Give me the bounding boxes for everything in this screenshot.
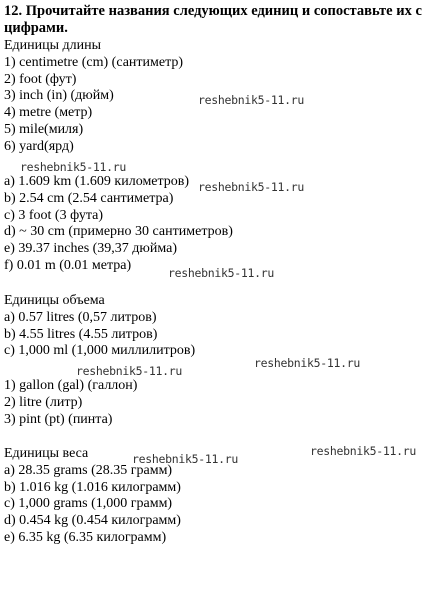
length-value-item: a) 1.609 km (1.609 километров) <box>4 174 190 189</box>
watermark: reshebnik5-11.ru <box>168 266 274 280</box>
length-value-item: f) 0.01 m (0.01 метра) <box>4 257 132 273</box>
volume-units-section <box>4 378 137 428</box>
volume-value-item: a) 0.57 litres (0,57 литров) <box>4 309 157 325</box>
watermark: reshebnik5-11.ru <box>20 160 126 174</box>
length-unit-item: 5) mile(миля) <box>4 121 84 137</box>
volume-value-item: b) 4.55 litres (4.55 литров) <box>4 326 158 342</box>
length-unit-item: 2) foot (фут) <box>4 71 77 87</box>
length-heading: Единицы длины <box>4 38 102 53</box>
watermark: reshebnik5-11.ru <box>198 180 304 194</box>
length-unit-item: 4) metre (метр) <box>4 105 93 121</box>
length-value-item: e) 39.37 inches (39,37 дюйма) <box>4 241 178 257</box>
length-unit-item: 6) yard(ярд) <box>4 138 74 154</box>
length-value-item: b) 2.54 cm (2.54 сантиметра) <box>4 190 174 206</box>
length-value-item: d) ~ 30 cm (примерно 30 сантиметров) <box>4 224 233 240</box>
watermark: reshebnik5-11.ru <box>76 364 182 378</box>
volume-unit-item: 3) pint (pt) (пинта) <box>4 411 113 427</box>
exercise-title: 12. Прочитайте названия следующих единиц и сопоставьте их с цифрами. <box>4 3 422 36</box>
watermark: reshebnik5-11.ru <box>198 93 304 107</box>
volume-unit-item: 1) gallon (gal) (галлон) <box>4 378 138 393</box>
length-unit-item: 3) inch (in) (дюйм) <box>4 88 114 104</box>
weight-value-item: a) 28.35 grams (28.35 грамм) <box>4 462 173 478</box>
watermark: reshebnik5-11.ru <box>132 452 238 466</box>
volume-values-section <box>4 293 195 360</box>
length-units-section <box>4 38 183 156</box>
volume-heading: Единицы объема <box>4 293 105 308</box>
weight-value-item: e) 6.35 kg (6.35 килограмм) <box>4 529 167 545</box>
watermark: reshebnik5-11.ru <box>254 356 360 370</box>
weight-heading: Единицы веса <box>4 446 89 461</box>
weight-value-item: c) 1,000 grams (1,000 грамм) <box>4 496 173 512</box>
volume-value-item: c) 1,000 ml (1,000 миллилитров) <box>4 343 196 359</box>
watermark: reshebnik5-11.ru <box>310 444 416 458</box>
weight-value-item: b) 1.016 kg (1.016 килограмм) <box>4 479 181 495</box>
weight-value-item: d) 0.454 kg (0.454 килограмм) <box>4 513 181 529</box>
length-unit-item: 1) centimetre (cm) (сантиметр) <box>4 54 184 70</box>
length-value-item: c) 3 foot (3 фута) <box>4 207 103 223</box>
volume-unit-item: 2) litre (литр) <box>4 394 83 410</box>
